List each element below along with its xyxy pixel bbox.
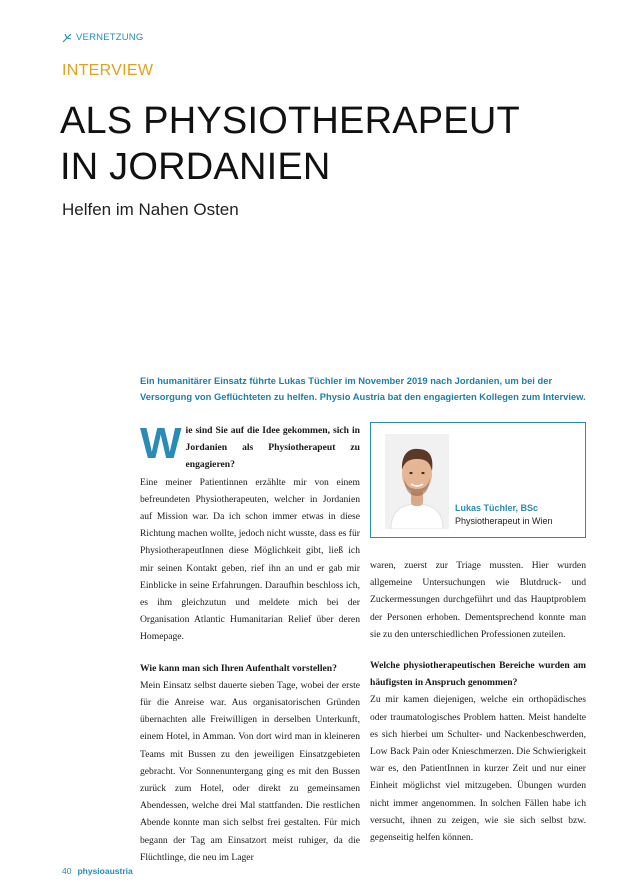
answer-2-part-1: Mein Einsatz selbst dauerte sieben Tage, wobei der erste für die Anreise war. Aus organisatorischen Gründen übernachten alle Freiwilligen in derselben Unterkunft, einem Hotel, in Amman. Von dort wird man in kleineren Teams mit Bussen zu den jeweiligen Einsatzgebieten gebracht. Vor Sonnenuntergang ging es mit den Bussen zurück zum Hotel, oder direkt zu gemeinsamen Abendessen, welche drei Mal stattfanden. Die restlichen Abende konnte man sich selbst frei gestalten. Für mich begann der Tag am Einsatzort meist ruhiger, da die Flüchtlinge, die neu im Lager (140, 679, 360, 863)
page-title (60, 98, 520, 190)
dropcap: W (140, 419, 182, 468)
question-3: Welche physiotherapeutischen Bereiche wurden am häufigsten in Anspruch genommen? (370, 660, 586, 689)
section-tag (62, 32, 143, 43)
author-role: Physiotherapeut in Wien (455, 516, 553, 526)
title-line-2: IN JORDANIEN (60, 146, 331, 188)
question-1 (140, 419, 360, 474)
subtitle: Helfen im Nahen Osten (62, 200, 239, 219)
title-line-1: ALS PHYSIOTHERAPEUT (60, 100, 520, 142)
article-column-left (140, 419, 360, 866)
page-number: 40 (62, 866, 72, 876)
lead-paragraph: Ein humanitärer Einsatz führte Lukas Tüchler im November 2019 nach Jordanien, um bei der Versorgung von Geflüchteten zu helfen. Physio Austria bat den engagierten Kollegen zum Interview. (140, 375, 586, 402)
author-name: Lukas Tüchler, BSc (455, 503, 539, 513)
author-infobox (370, 422, 586, 538)
kicker: INTERVIEW (62, 62, 154, 79)
section-tag-label: VERNETZUNG (76, 32, 144, 43)
question-1-text: ie sind Sie auf die Idee gekommen, sich in Jordanien als Physiotherapeut zu engagieren? (185, 425, 360, 471)
answer-1: Eine meiner Patientinnen erzählte mir von einem befreundeten Physiotherapeuten, welcher in Jordanien auf Mission war. Da ich schon immer etwas in diese Richtung machen wollte, jedoch nicht wusste, dass es für PhysiotherapeutInnen diese Möglichkeit gibt, ließ ich mir seinen Kontakt geben, rief ihn an und er gab mir Einblicke in seine Erfahrungen. Daraufhin beschloss ich, es ihm gleichzutun und meldete mich bei der Organisation Atlantic Humanitarian Relief über deren Homepage. (140, 476, 360, 643)
answer-3: Zu mir kamen diejenigen, welche ein orthopädisches oder traumatologisches Problem hatten. Meist handelte es sich hierbei um Schulter- und Nackenbeschwerden, Low Back Pain oder Knieschmerzen. Die Schwierigkeit war es, den PatientInnen in kurzer Zeit und nur einer Einheit möglichst viel mitzugeben. Übungen wurden nicht immer angenommen. In solchen Fällen habe ich versucht, ihnen zu zeigen, wie sie sich selbst bzw. gegenseitig helfen können. (370, 694, 586, 844)
author-portrait (385, 434, 449, 529)
answer-2-part-2: waren, zuerst zur Triage mussten. Hier wurden allgemeine Untersuchungen wie Blutdruck- und Zuckermessungen durchgeführt und das Hauptproblem der Personen erhoben. Dementsprechend konnte man sie zu den unterschiedlichen Professionen zuteilen. (370, 560, 586, 640)
footer-brand: physioaustria (77, 866, 133, 876)
article-column-right (370, 557, 586, 846)
network-icon (62, 33, 72, 43)
page-footer (62, 866, 133, 876)
question-2: Wie kann man sich Ihren Aufenthalt vorstellen? (140, 662, 337, 674)
